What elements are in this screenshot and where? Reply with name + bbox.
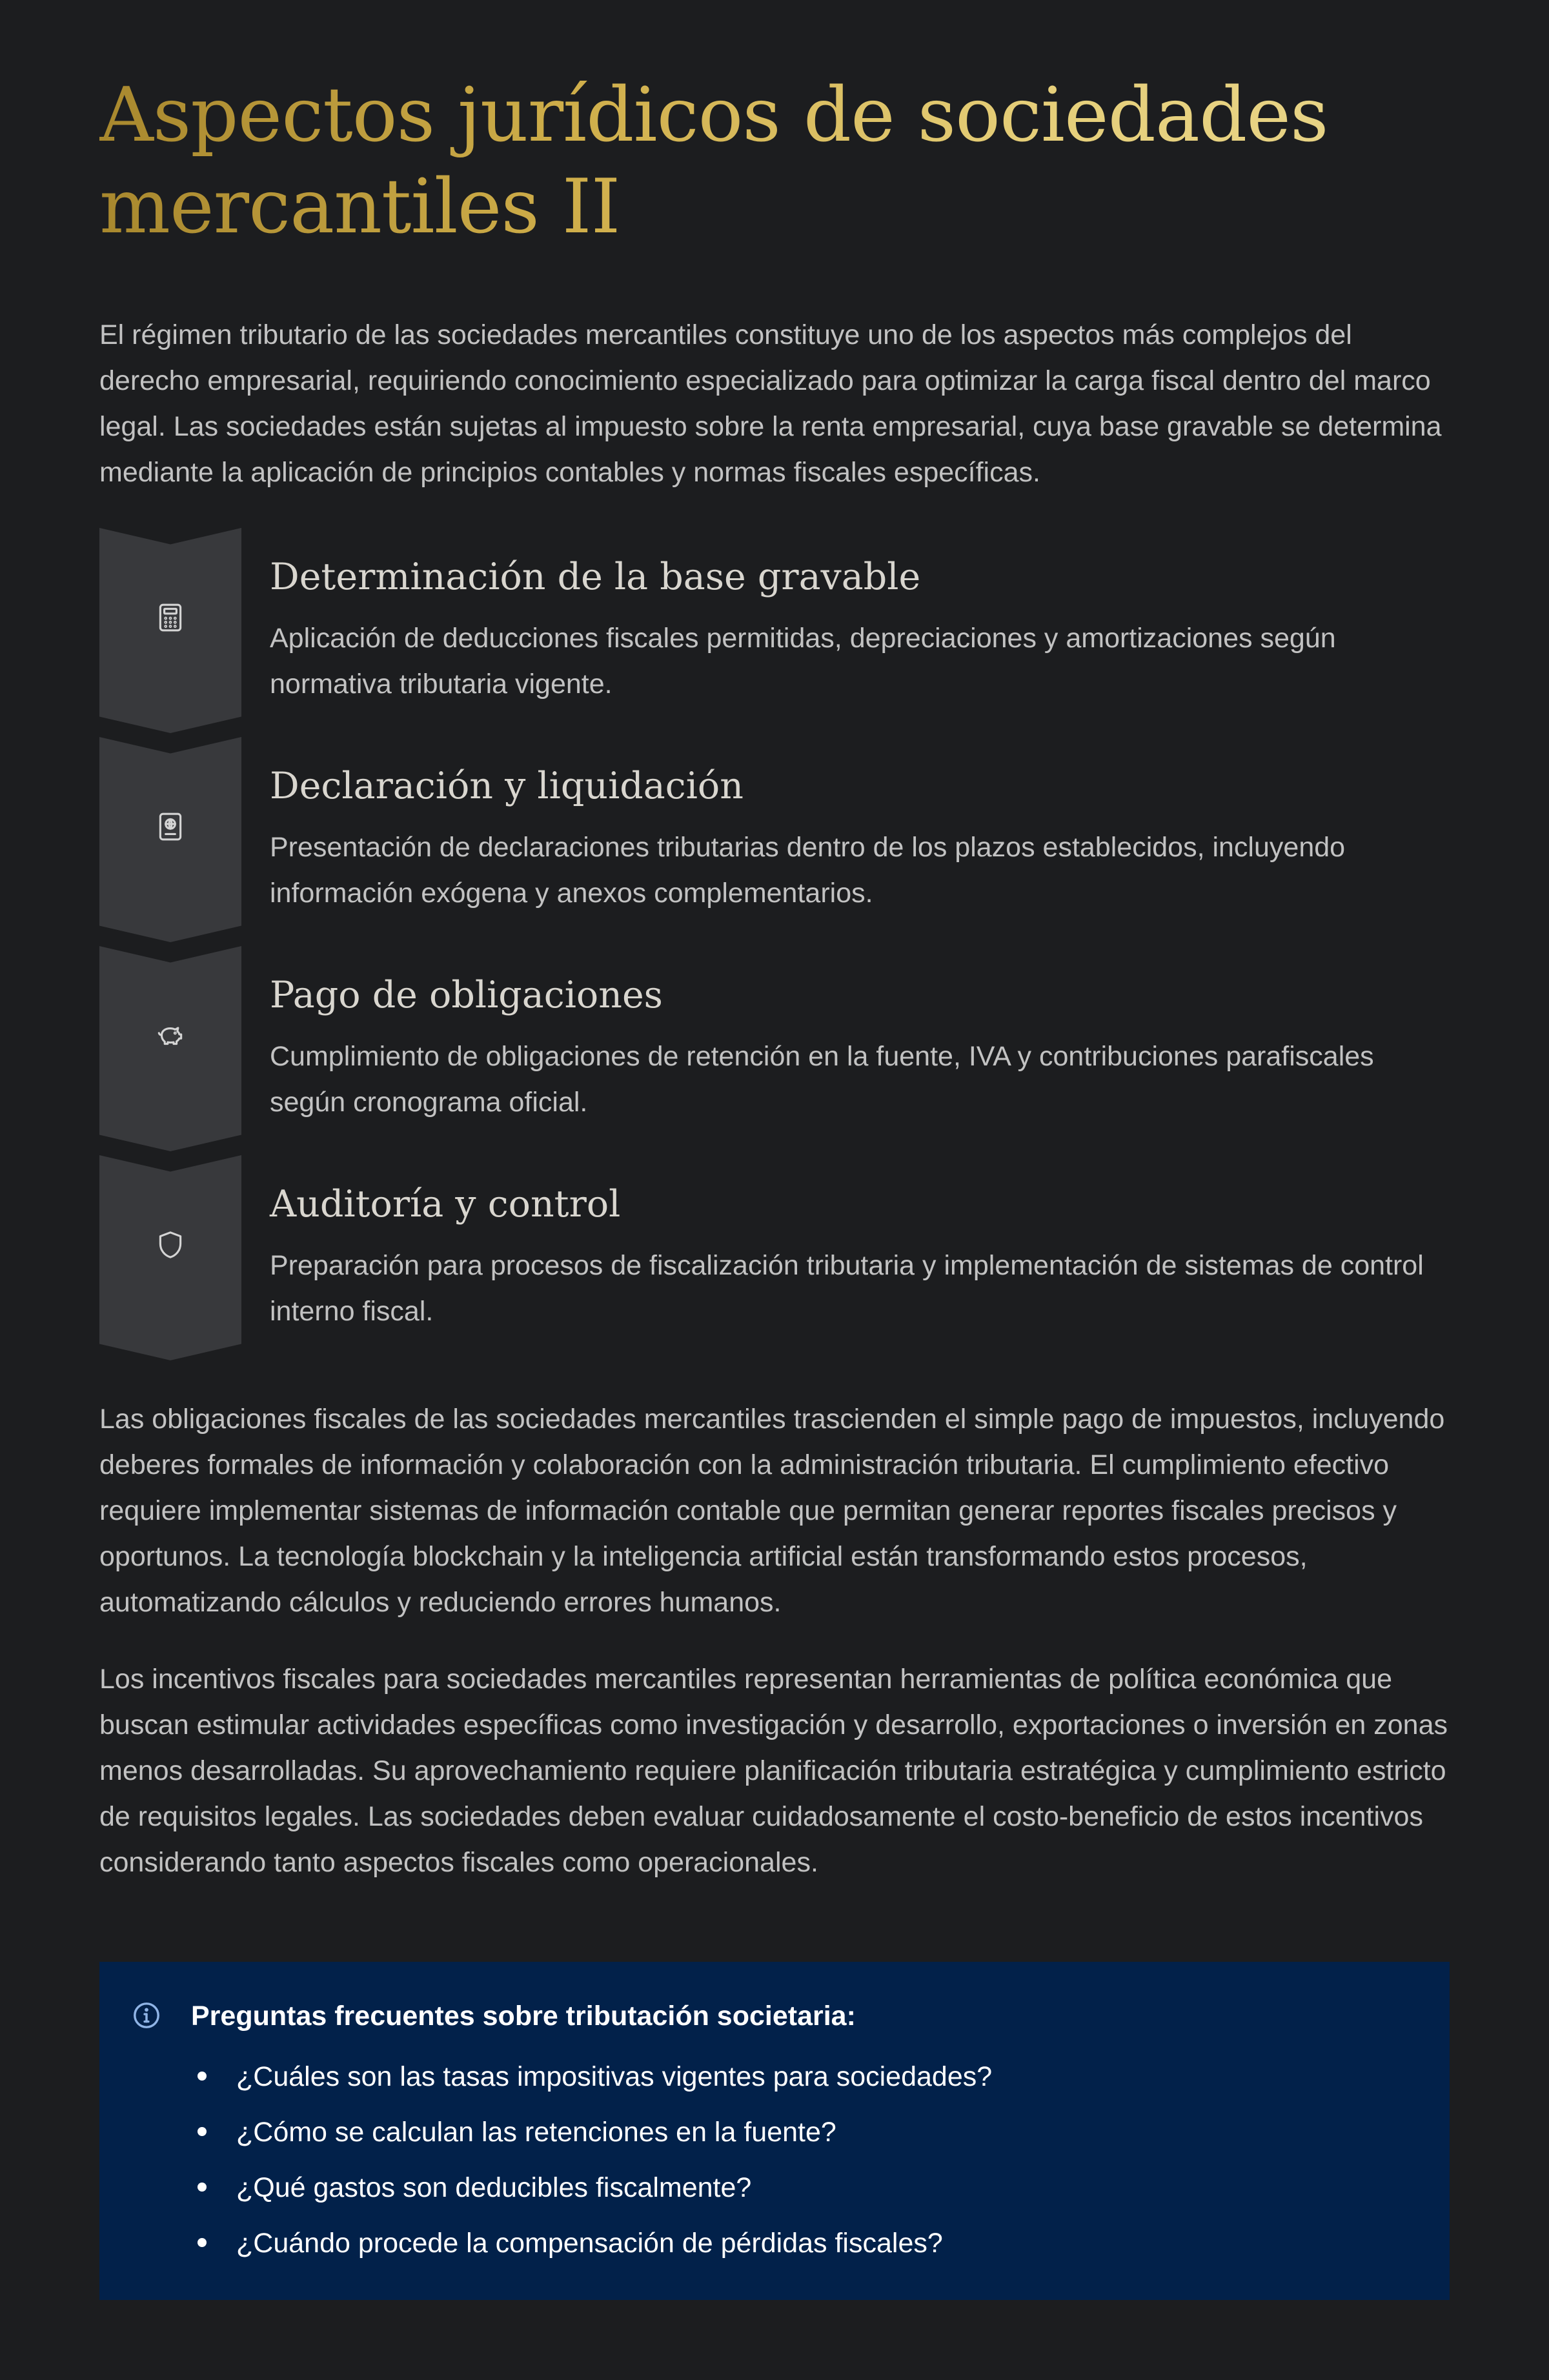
step-declaration xyxy=(99,737,1450,942)
bullet-icon xyxy=(197,2183,207,2192)
faq-callout xyxy=(99,1962,1450,2300)
faq-item xyxy=(191,2168,992,2224)
step-audit xyxy=(99,1155,1450,1360)
shield-icon xyxy=(154,1229,187,1261)
piggy-bank-icon xyxy=(154,1020,187,1052)
step-description: Preparación para procesos de fiscalización tributaria y implementación de sistemas de control interno fiscal. xyxy=(270,1250,1424,1327)
bullet-icon xyxy=(197,2127,207,2136)
faq-heading: Preguntas frecuentes sobre tributación societaria: xyxy=(191,2001,856,2032)
step-description: Cumplimiento de obligaciones de retención en la fuente, IVA y contribuciones parafiscales según cronograma oficial. xyxy=(270,1041,1374,1118)
info-icon xyxy=(132,2001,161,2030)
faq-item xyxy=(191,2057,992,2113)
step-tax-base xyxy=(99,528,1450,733)
page-title: Aspectos jurídicos de sociedades mercantiles II xyxy=(99,70,1450,253)
step-title: Auditoría y control xyxy=(270,1183,621,1225)
passport-icon xyxy=(154,811,187,843)
faq-item-text: ¿Cuáles son las tasas impositivas vigentes para sociedades? xyxy=(236,2061,993,2092)
faq-item xyxy=(191,2224,992,2279)
step-title: Declaración y liquidación xyxy=(270,765,744,807)
faq-item xyxy=(191,2113,992,2168)
faq-item-text: ¿Qué gastos son deducibles fiscalmente? xyxy=(236,2172,752,2203)
body-paragraph: Los incentivos fiscales para sociedades mercantiles representan herramientas de política económica que buscan estimular actividades específicas como investigación y desarrollo, exportaciones o inversión en zonas menos desarrolladas. Su aprovechamiento requiere planificación tributaria estratégica y cumplimiento estricto de requisitos legales. Las sociedades deben evaluar cuidadosamente el costo-beneficio de estos incentivos considerando tanto aspectos fiscales como operacionales. xyxy=(99,1664,1448,1878)
intro-paragraph: El régimen tributario de las sociedades mercantiles constituye uno de los aspectos más complejos del derecho empresarial, requiriendo conocimiento especializado para optimizar la carga fiscal dentro del marco legal. Las sociedades están sujetas al impuesto sobre la renta empresarial, cuya base gravable se determina mediante la aplicación de principios contables y normas fiscales específicas. xyxy=(99,319,1442,488)
faq-item-text: ¿Cuándo procede la compensación de pérdidas fiscales? xyxy=(236,2228,943,2259)
faq-list xyxy=(191,2057,992,2279)
bullet-icon xyxy=(197,2238,207,2247)
step-description: Presentación de declaraciones tributarias dentro de los plazos establecidos, incluyendo información exógena y anexos complementarios. xyxy=(270,832,1346,909)
step-title: Determinación de la base gravable xyxy=(270,556,921,598)
bullet-icon xyxy=(197,2072,207,2081)
body-paragraph: Las obligaciones fiscales de las sociedades mercantiles trascienden el simple pago de impuestos, incluyendo deberes formales de información y colaboración con la administración tributaria. El cumplimiento efectivo requiere implementar sistemas de información contable que permitan generar reportes fiscales precisos y oportunos. La tecnología blockchain y la inteligencia artificial están transformando estos procesos, automatizando cálculos y reduciendo errores humanos. xyxy=(99,1404,1445,1618)
calculator-icon xyxy=(154,601,187,634)
step-payment xyxy=(99,946,1450,1151)
faq-item-text: ¿Cómo se calculan las retenciones en la fuente? xyxy=(236,2117,836,2148)
step-description: Aplicación de deducciones fiscales permitidas, depreciaciones y amortizaciones según normativa tributaria vigente. xyxy=(270,623,1336,700)
step-title: Pago de obligaciones xyxy=(270,974,663,1016)
